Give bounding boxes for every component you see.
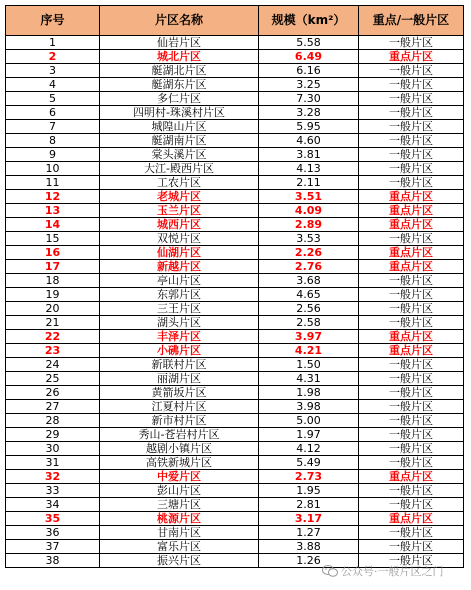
cell-name: 艇湖南片区: [100, 134, 259, 148]
cell-no: 10: [6, 162, 100, 176]
cell-no: 7: [6, 120, 100, 134]
table-row: [6, 498, 464, 512]
cell-area: 5.95: [259, 120, 359, 134]
cell-name: 湖头片区: [100, 316, 259, 330]
cell-no: 26: [6, 386, 100, 400]
table-row: [6, 50, 464, 64]
cell-area: 4.12: [259, 442, 359, 456]
cell-area: 2.26: [259, 246, 359, 260]
cell-type: 一般片区: [359, 148, 464, 162]
cell-no: 16: [6, 246, 100, 260]
cell-no: 12: [6, 190, 100, 204]
table-row: [6, 302, 464, 316]
cell-area: 3.28: [259, 106, 359, 120]
cell-name: 黄箭坂片区: [100, 386, 259, 400]
cell-name: 多仁片区: [100, 92, 259, 106]
cell-name: 四明村-珠溪村片区: [100, 106, 259, 120]
cell-type: 重点片区: [359, 344, 464, 358]
cell-no: 9: [6, 148, 100, 162]
cell-name: 三王片区: [100, 302, 259, 316]
cell-area: 6.49: [259, 50, 359, 64]
cell-area: 3.53: [259, 232, 359, 246]
header-name: 片区名称: [100, 6, 259, 36]
cell-name: 东郭片区: [100, 288, 259, 302]
wechat-icon: [322, 565, 338, 577]
cell-area: 1.26: [259, 554, 359, 568]
cell-area: 3.68: [259, 274, 359, 288]
table-row: [6, 470, 464, 484]
table-row: [6, 442, 464, 456]
cell-area: 2.11: [259, 176, 359, 190]
cell-name: 高铁新城片区: [100, 456, 259, 470]
cell-area: 1.95: [259, 484, 359, 498]
cell-type: 一般片区: [359, 498, 464, 512]
cell-name: 亭山片区: [100, 274, 259, 288]
cell-type: 一般片区: [359, 386, 464, 400]
cell-area: 2.73: [259, 470, 359, 484]
cell-name: 双悦片区: [100, 232, 259, 246]
cell-area: 1.97: [259, 428, 359, 442]
cell-no: 2: [6, 50, 100, 64]
table-row: [6, 36, 464, 50]
cell-area: 2.81: [259, 498, 359, 512]
cell-area: 3.98: [259, 400, 359, 414]
table-row: [6, 316, 464, 330]
cell-type: 一般片区: [359, 92, 464, 106]
cell-no: 15: [6, 232, 100, 246]
cell-type: 一般片区: [359, 484, 464, 498]
cell-area: 2.76: [259, 260, 359, 274]
cell-area: 4.31: [259, 372, 359, 386]
cell-name: 新市村片区: [100, 414, 259, 428]
cell-no: 17: [6, 260, 100, 274]
cell-no: 3: [6, 64, 100, 78]
table-row: [6, 344, 464, 358]
cell-name: 玉兰片区: [100, 204, 259, 218]
district-table: [5, 5, 464, 568]
cell-type: 一般片区: [359, 414, 464, 428]
cell-no: 23: [6, 344, 100, 358]
cell-type: 一般片区: [359, 428, 464, 442]
table-row: [6, 134, 464, 148]
cell-type: 一般片区: [359, 134, 464, 148]
cell-area: 5.58: [259, 36, 359, 50]
cell-type: 一般片区: [359, 358, 464, 372]
table-row: [6, 162, 464, 176]
cell-no: 33: [6, 484, 100, 498]
cell-name: 丰泽片区: [100, 330, 259, 344]
cell-type: 一般片区: [359, 372, 464, 386]
cell-area: 3.88: [259, 540, 359, 554]
table-row: [6, 372, 464, 386]
cell-type: 一般片区: [359, 36, 464, 50]
cell-name: 城北片区: [100, 50, 259, 64]
cell-area: 5.49: [259, 456, 359, 470]
cell-area: 3.17: [259, 512, 359, 526]
cell-type: 一般片区: [359, 302, 464, 316]
cell-name: 新联村片区: [100, 358, 259, 372]
cell-area: 7.30: [259, 92, 359, 106]
table-row: [6, 148, 464, 162]
cell-name: 艇湖东片区: [100, 78, 259, 92]
cell-area: 4.09: [259, 204, 359, 218]
cell-name: 艇湖北片区: [100, 64, 259, 78]
cell-type: 一般片区: [359, 78, 464, 92]
cell-area: 3.97: [259, 330, 359, 344]
cell-area: 3.51: [259, 190, 359, 204]
cell-no: 4: [6, 78, 100, 92]
cell-area: 4.21: [259, 344, 359, 358]
cell-type: 一般片区: [359, 274, 464, 288]
cell-name: 江夏村片区: [100, 400, 259, 414]
cell-type: 重点片区: [359, 190, 464, 204]
cell-name: 桃源片区: [100, 512, 259, 526]
cell-area: 2.58: [259, 316, 359, 330]
cell-name: 振兴片区: [100, 554, 259, 568]
cell-type: 重点片区: [359, 260, 464, 274]
table-row: [6, 204, 464, 218]
cell-type: 重点片区: [359, 246, 464, 260]
cell-area: 5.00: [259, 414, 359, 428]
cell-name: 越剧小镇片区: [100, 442, 259, 456]
watermark-text: 公众号·一般片区之门: [341, 565, 444, 578]
cell-area: 4.13: [259, 162, 359, 176]
cell-name: 三塘片区: [100, 498, 259, 512]
cell-type: 重点片区: [359, 218, 464, 232]
table-row: [6, 260, 464, 274]
cell-type: 一般片区: [359, 106, 464, 120]
cell-name: 富乐片区: [100, 540, 259, 554]
cell-no: 14: [6, 218, 100, 232]
table-row: [6, 64, 464, 78]
cell-type: 重点片区: [359, 50, 464, 64]
cell-area: 1.27: [259, 526, 359, 540]
cell-no: 13: [6, 204, 100, 218]
cell-area: 1.98: [259, 386, 359, 400]
cell-no: 29: [6, 428, 100, 442]
header-type: 重点/一般片区: [359, 6, 464, 36]
cell-no: 11: [6, 176, 100, 190]
cell-no: 32: [6, 470, 100, 484]
table-row: [6, 456, 464, 470]
cell-type: 一般片区: [359, 288, 464, 302]
cell-area: 2.89: [259, 218, 359, 232]
cell-name: 新越片区: [100, 260, 259, 274]
cell-name: 秀山-苍岩村片区: [100, 428, 259, 442]
cell-name: 城隍山片区: [100, 120, 259, 134]
cell-type: 重点片区: [359, 204, 464, 218]
cell-type: 一般片区: [359, 232, 464, 246]
cell-no: 37: [6, 540, 100, 554]
cell-type: 一般片区: [359, 316, 464, 330]
cell-name: 丽湖片区: [100, 372, 259, 386]
cell-no: 38: [6, 554, 100, 568]
table-row: [6, 386, 464, 400]
table-row: [6, 246, 464, 260]
table-row: [6, 218, 464, 232]
watermark: [322, 563, 444, 579]
table-row: [6, 232, 464, 246]
cell-no: 19: [6, 288, 100, 302]
cell-name: 仙湖片区: [100, 246, 259, 260]
cell-no: 24: [6, 358, 100, 372]
header-no: 序号: [6, 6, 100, 36]
cell-no: 8: [6, 134, 100, 148]
cell-type: 一般片区: [359, 554, 464, 568]
cell-name: 城西片区: [100, 218, 259, 232]
cell-name: 中爱片区: [100, 470, 259, 484]
table-header-row: [6, 6, 464, 36]
table-row: [6, 92, 464, 106]
cell-no: 22: [6, 330, 100, 344]
cell-area: 3.81: [259, 148, 359, 162]
cell-area: 1.50: [259, 358, 359, 372]
cell-type: 重点片区: [359, 330, 464, 344]
cell-type: 一般片区: [359, 442, 464, 456]
table-row: [6, 288, 464, 302]
cell-type: 重点片区: [359, 512, 464, 526]
table-row: [6, 358, 464, 372]
table-row: [6, 484, 464, 498]
cell-type: 一般片区: [359, 176, 464, 190]
cell-no: 21: [6, 316, 100, 330]
cell-name: 甘南片区: [100, 526, 259, 540]
cell-area: 4.65: [259, 288, 359, 302]
cell-no: 5: [6, 92, 100, 106]
cell-area: 3.25: [259, 78, 359, 92]
header-area: 规模（km²）: [259, 6, 359, 36]
cell-no: 6: [6, 106, 100, 120]
table-row: [6, 400, 464, 414]
cell-no: 31: [6, 456, 100, 470]
cell-name: 棠头溪片区: [100, 148, 259, 162]
table-row: [6, 274, 464, 288]
table-row: [6, 78, 464, 92]
cell-type: 重点片区: [359, 470, 464, 484]
table-row: [6, 176, 464, 190]
table-row: [6, 190, 464, 204]
cell-name: 大江-殿西片区: [100, 162, 259, 176]
cell-name: 工农片区: [100, 176, 259, 190]
cell-no: 25: [6, 372, 100, 386]
cell-type: 一般片区: [359, 526, 464, 540]
table-row: [6, 330, 464, 344]
cell-type: 一般片区: [359, 162, 464, 176]
cell-no: 1: [6, 36, 100, 50]
cell-no: 28: [6, 414, 100, 428]
cell-name: 小砩片区: [100, 344, 259, 358]
cell-area: 4.60: [259, 134, 359, 148]
cell-type: 一般片区: [359, 400, 464, 414]
table-row: [6, 512, 464, 526]
cell-no: 36: [6, 526, 100, 540]
cell-no: 30: [6, 442, 100, 456]
table-row: [6, 414, 464, 428]
cell-type: 一般片区: [359, 64, 464, 78]
cell-area: 6.16: [259, 64, 359, 78]
cell-no: 34: [6, 498, 100, 512]
cell-no: 27: [6, 400, 100, 414]
cell-no: 18: [6, 274, 100, 288]
cell-type: 一般片区: [359, 456, 464, 470]
cell-type: 一般片区: [359, 540, 464, 554]
cell-no: 35: [6, 512, 100, 526]
cell-type: 一般片区: [359, 120, 464, 134]
cell-name: 彭山片区: [100, 484, 259, 498]
table-row: [6, 526, 464, 540]
cell-area: 2.56: [259, 302, 359, 316]
table-row: [6, 540, 464, 554]
table-row: [6, 428, 464, 442]
cell-name: 仙岩片区: [100, 36, 259, 50]
cell-no: 20: [6, 302, 100, 316]
table-row: [6, 120, 464, 134]
table-row: [6, 106, 464, 120]
cell-name: 老城片区: [100, 190, 259, 204]
